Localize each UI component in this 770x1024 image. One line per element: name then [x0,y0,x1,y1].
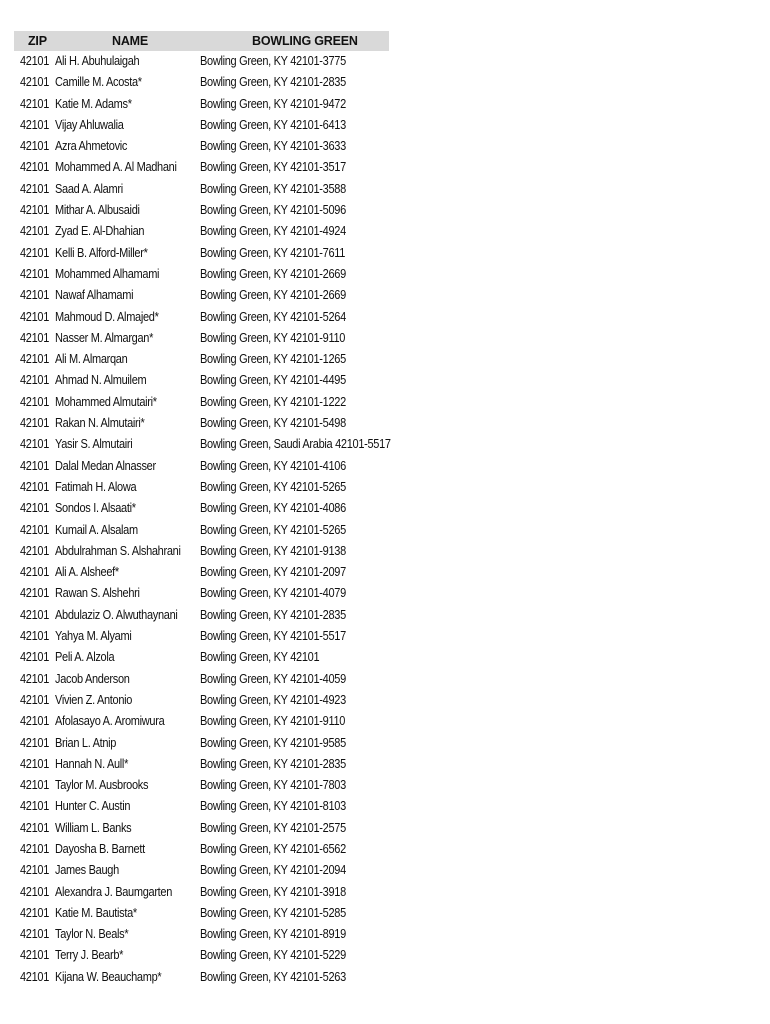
address-cell: Bowling Green, KY 42101-5517 [200,629,346,644]
zip-cell: 42101 [20,437,50,452]
zip-cell: 42101 [20,905,50,920]
zip-cell: 42101 [20,139,50,154]
name-cell: Ali M. Almarqan [55,352,128,367]
address-cell: Bowling Green, KY 42101-6413 [200,117,346,132]
table-row [14,328,389,349]
table-row [14,733,389,754]
address-cell: Bowling Green, KY 42101 [200,650,320,665]
name-cell: Brian L. Atnip [55,735,117,750]
zip-cell: 42101 [20,586,50,601]
table-row [14,157,389,178]
zip-cell: 42101 [20,927,50,942]
address-cell: Bowling Green, Saudi Arabia 42101-5517 [200,437,391,452]
table-row [14,136,389,157]
address-cell: Bowling Green, KY 42101-2669 [200,288,346,303]
zip-cell: 42101 [20,522,50,537]
address-cell: Bowling Green, KY 42101-2094 [200,863,346,878]
name-cell: Mohammed Alhamami [55,266,160,281]
zip-column-header: ZIP [28,34,47,48]
table-row [14,307,389,328]
table-row [14,520,389,541]
address-cell: Bowling Green, KY 42101-9472 [200,96,346,111]
table-row [14,860,389,881]
zip-cell: 42101 [20,607,50,622]
address-cell: Bowling Green, KY 42101-5285 [200,905,346,920]
address-cell: Bowling Green, KY 42101-9110 [200,330,346,345]
name-cell: Vijay Ahluwalia [55,117,124,132]
table-row [14,626,389,647]
zip-cell: 42101 [20,96,50,111]
name-cell: Katie M. Adams* [55,96,132,111]
zip-cell: 42101 [20,565,50,580]
address-cell: Bowling Green, KY 42101-4086 [200,501,346,516]
directory-table [14,31,389,988]
zip-cell: 42101 [20,543,50,558]
zip-cell: 42101 [20,288,50,303]
zip-cell: 42101 [20,160,50,175]
zip-cell: 42101 [20,692,50,707]
table-row [14,882,389,903]
zip-cell: 42101 [20,266,50,281]
zip-cell: 42101 [20,820,50,835]
zip-cell: 42101 [20,778,50,793]
zip-cell: 42101 [20,841,50,856]
name-cell: Dayosha B. Barnett [55,841,145,856]
name-cell: Saad A. Alamri [55,181,123,196]
name-cell: Sondos I. Alsaati* [55,501,136,516]
address-cell: Bowling Green, KY 42101-7803 [200,778,346,793]
table-row [14,562,389,583]
name-cell: Katie M. Bautista* [55,905,137,920]
address-cell: Bowling Green, KY 42101-9138 [200,543,346,558]
name-cell: Mohammed Almutairi* [55,394,157,409]
address-cell: Bowling Green, KY 42101-5229 [200,948,346,963]
name-cell: Yahya M. Alyami [55,629,132,644]
table-row [14,200,389,221]
table-row [14,179,389,200]
name-cell: Kijana W. Beauchamp* [55,969,162,984]
table-row [14,647,389,668]
name-cell: William L. Banks [55,820,132,835]
table-row [14,370,389,391]
zip-cell: 42101 [20,203,50,218]
table-row [14,605,389,626]
address-cell: Bowling Green, KY 42101-9110 [200,714,346,729]
address-cell: Bowling Green, KY 42101-2835 [200,75,346,90]
zip-cell: 42101 [20,714,50,729]
name-cell: Abdulaziz O. Alwuthaynani [55,607,178,622]
address-cell: Bowling Green, KY 42101-5265 [200,479,346,494]
address-cell: Bowling Green, KY 42101-2575 [200,820,346,835]
table-row [14,669,389,690]
address-cell: Bowling Green, KY 42101-6562 [200,841,346,856]
name-cell: Rakan N. Almutairi* [55,416,145,431]
table-row [14,434,389,455]
zip-cell: 42101 [20,181,50,196]
table-header [14,31,389,51]
name-cell: Vivien Z. Antonio [55,692,133,707]
name-cell: Kumail A. Alsalam [55,522,138,537]
address-cell: Bowling Green, KY 42101-5264 [200,309,346,324]
name-cell: Nasser M. Almargan* [55,330,154,345]
zip-cell: 42101 [20,629,50,644]
zip-cell: 42101 [20,799,50,814]
table-row [14,51,389,72]
table-row [14,285,389,306]
table-row [14,413,389,434]
name-cell: Hunter C. Austin [55,799,131,814]
zip-cell: 42101 [20,224,50,239]
address-cell: Bowling Green, KY 42101-4495 [200,373,346,388]
table-row [14,903,389,924]
address-cell: Bowling Green, KY 42101-3517 [200,160,346,175]
address-cell: Bowling Green, KY 42101-5263 [200,969,346,984]
name-cell: Azra Ahmetovic [55,139,128,154]
name-cell: Yasir S. Almutairi [55,437,133,452]
address-cell: Bowling Green, KY 42101-4924 [200,224,346,239]
table-row [14,775,389,796]
zip-cell: 42101 [20,756,50,771]
zip-cell: 42101 [20,863,50,878]
table-row [14,967,389,988]
table-row [14,690,389,711]
address-cell: Bowling Green, KY 42101-4079 [200,586,346,601]
zip-cell: 42101 [20,501,50,516]
name-cell: Ali H. Abuhulaigah [55,54,140,68]
table-row [14,583,389,604]
name-cell: Ahmad N. Almuilem [55,373,147,388]
table-row [14,796,389,817]
zip-cell: 42101 [20,948,50,963]
table-row [14,945,389,966]
zip-cell: 42101 [20,54,50,68]
zip-cell: 42101 [20,330,50,345]
table-row [14,349,389,370]
table-row [14,498,389,519]
table-row [14,818,389,839]
address-cell: Bowling Green, KY 42101-4059 [200,671,346,686]
address-cell: Bowling Green, KY 42101-8103 [200,799,346,814]
zip-cell: 42101 [20,735,50,750]
name-cell: Mahmoud D. Almajed* [55,309,159,324]
address-cell: Bowling Green, KY 42101-4106 [200,458,346,473]
zip-cell: 42101 [20,373,50,388]
zip-cell: 42101 [20,969,50,984]
zip-cell: 42101 [20,394,50,409]
name-cell: Taylor M. Ausbrooks [55,778,149,793]
name-cell: Alexandra J. Baumgarten [55,884,173,899]
zip-cell: 42101 [20,479,50,494]
zip-cell: 42101 [20,458,50,473]
zip-cell: 42101 [20,117,50,132]
address-cell: Bowling Green, KY 42101-2835 [200,756,346,771]
address-cell: Bowling Green, KY 42101-5265 [200,522,346,537]
name-cell: Ali A. Alsheef* [55,565,119,580]
address-cell: Bowling Green, KY 42101-2669 [200,266,346,281]
city-column-header: BOWLING GREEN [252,34,358,48]
name-column-header: NAME [112,34,149,48]
name-cell: Camille M. Acosta* [55,75,142,90]
zip-cell: 42101 [20,650,50,665]
zip-cell: 42101 [20,309,50,324]
zip-cell: 42101 [20,352,50,367]
name-cell: Fatimah H. Alowa [55,479,137,494]
name-cell: Mohammed A. Al Madhani [55,160,177,175]
table-body [14,51,389,988]
address-cell: Bowling Green, KY 42101-4923 [200,692,346,707]
table-row [14,839,389,860]
address-cell: Bowling Green, KY 42101-5498 [200,416,346,431]
name-cell: Peli A. Alzola [55,650,115,665]
name-cell: Hannah N. Aull* [55,756,129,771]
address-cell: Bowling Green, KY 42101-5096 [200,203,346,218]
address-cell: Bowling Green, KY 42101-7611 [200,245,346,260]
address-cell: Bowling Green, KY 42101-3588 [200,181,346,196]
name-cell: Zyad E. Al-Dhahian [55,224,145,239]
address-cell: Bowling Green, KY 42101-3918 [200,884,346,899]
name-cell: Taylor N. Beals* [55,927,129,942]
address-cell: Bowling Green, KY 42101-1265 [200,352,346,367]
table-row [14,754,389,775]
name-cell: Mithar A. Albusaidi [55,203,140,218]
address-cell: Bowling Green, KY 42101-2835 [200,607,346,622]
table-row [14,711,389,732]
name-cell: Jacob Anderson [55,671,130,686]
address-cell: Bowling Green, KY 42101-3775 [200,54,346,68]
name-cell: Terry J. Bearb* [55,948,124,963]
table-row [14,94,389,115]
table-row [14,392,389,413]
table-row [14,72,389,93]
name-cell: Kelli B. Alford-Miller* [55,245,148,260]
zip-cell: 42101 [20,245,50,260]
name-cell: Afolasayo A. Aromiwura [55,714,165,729]
name-cell: Abdulrahman S. Alshahrani [55,543,181,558]
address-cell: Bowling Green, KY 42101-3633 [200,139,346,154]
address-cell: Bowling Green, KY 42101-8919 [200,927,346,942]
zip-cell: 42101 [20,671,50,686]
address-cell: Bowling Green, KY 42101-1222 [200,394,346,409]
table-row [14,115,389,136]
table-row [14,924,389,945]
name-cell: Rawan S. Alshehri [55,586,140,601]
name-cell: Nawaf Alhamami [55,288,134,303]
zip-cell: 42101 [20,75,50,90]
zip-cell: 42101 [20,416,50,431]
table-row [14,456,389,477]
table-row [14,243,389,264]
name-cell: Dalal Medan Alnasser [55,458,156,473]
address-cell: Bowling Green, KY 42101-9585 [200,735,346,750]
table-row [14,221,389,242]
address-cell: Bowling Green, KY 42101-2097 [200,565,346,580]
zip-cell: 42101 [20,884,50,899]
table-row [14,541,389,562]
table-row [14,477,389,498]
table-row [14,264,389,285]
name-cell: James Baugh [55,863,119,878]
